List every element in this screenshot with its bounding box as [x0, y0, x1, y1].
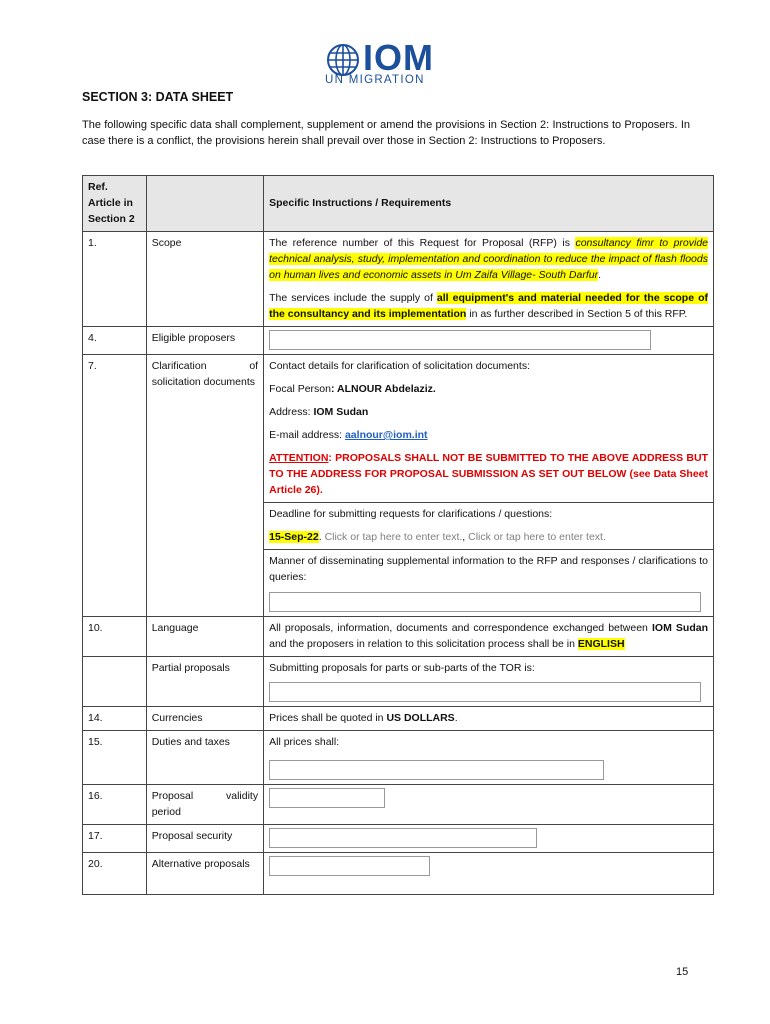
attention-text: : PROPOSALS SHALL NOT BE SUBMITTED TO THE ABOVE ADDRESS BUT TO THE ADDRESS FOR PROPOSAL SUBMISSION AS SET OUT BELOW (see Data Sheet Article 26).: [269, 452, 708, 496]
email-link[interactable]: aalnour@iom.int: [344, 429, 428, 441]
services-text-end: in as further described in Section 5 of this RFP.: [466, 308, 688, 320]
row-label: Scope: [146, 232, 263, 327]
text-placeholder[interactable]: Click or tap here to enter text.: [468, 531, 606, 543]
section-title: SECTION 3: DATA SHEET: [82, 90, 234, 104]
deadline-label: Deadline for submitting requests for clarifications / questions:: [269, 508, 553, 520]
table-row: [83, 825, 714, 853]
globe-icon: [327, 44, 359, 76]
row-ref: 10.: [83, 617, 147, 657]
security-field-cell: [264, 825, 714, 853]
language-text: All proposals, information, documents and correspondence exchanged between: [269, 622, 652, 634]
label-part: solicitation documents: [151, 376, 256, 388]
security-field[interactable]: [269, 828, 537, 848]
currency-value: US DOLLARS: [386, 712, 455, 724]
scope-period: .: [598, 269, 601, 281]
deadline-comma: ,: [462, 531, 469, 543]
deadline-sep: .: [318, 531, 325, 543]
focal-person: ALNOUR Abdelaziz.: [337, 383, 436, 395]
focal-label: Focal Person: [269, 383, 331, 395]
focal-sep: :: [330, 383, 338, 395]
scope-text: The reference number of this Request for Proposal (RFP) is: [269, 237, 576, 249]
intro-paragraph: The following specific data shall complement, supplement or amend the provisions in Section 2: Instructions to Proposers. In case there is a conflict, the provisions herein shall prevail over those in Section 2: Instructions to Proposers.: [82, 119, 690, 147]
validity-field[interactable]: [269, 788, 385, 808]
row-ref: 1.: [83, 232, 147, 327]
logo-word: IOM: [363, 37, 434, 78]
attention-label: ATTENTION: [269, 452, 329, 464]
eligible-field-cell: [264, 327, 714, 355]
duties-content: [264, 731, 714, 785]
contact-content: [264, 355, 714, 503]
header-empty: [146, 176, 263, 232]
label-part: of: [249, 360, 259, 372]
row-ref-empty: [83, 657, 147, 707]
manner-content: [264, 550, 714, 617]
page-number: 15: [676, 966, 689, 978]
duties-text: All prices shall:: [269, 736, 340, 748]
row-ref: 4.: [83, 327, 147, 355]
manner-text: Manner of disseminating supplemental information to the RFP and responses / clarifications to queries:: [269, 555, 708, 583]
address-value: IOM Sudan: [313, 406, 369, 418]
manner-field[interactable]: [269, 592, 701, 612]
logo-tagline: UN MIGRATION: [325, 74, 425, 86]
row-ref: 15.: [83, 731, 147, 785]
rfp-reference-highlight: consultancy fimr to provide technical analysis, study, implementation and coordination to reduce the impact of flash floods on human lives and economic assets in Um Zaifa Village- South Darfur: [269, 237, 709, 281]
table-row: [83, 731, 714, 785]
services-highlight: all equipment's and material needed for the scope of the consultancy and its implementation: [269, 292, 708, 320]
label-part: Proposal: [151, 790, 194, 802]
row-ref: 14.: [83, 707, 147, 731]
language-content: [264, 617, 714, 657]
scope-content: [264, 232, 714, 327]
label-part: period: [151, 806, 181, 818]
language-value: ENGLISH: [577, 638, 625, 650]
partial-text: Submitting proposals for parts or sub-parts of the TOR is:: [269, 662, 535, 674]
row-label: Language: [146, 617, 263, 657]
row-label: Partial proposals: [146, 657, 263, 707]
services-text: The services include the supply of: [269, 292, 437, 304]
row-label: Currencies: [146, 707, 263, 731]
language-org: IOM Sudan: [651, 622, 708, 634]
attention-notice: [269, 450, 708, 498]
header-ref: Ref. Article in Section 2: [83, 176, 147, 232]
table-header-row: [83, 176, 714, 232]
iom-logo: [323, 37, 448, 88]
email-label: E-mail address:: [269, 429, 345, 441]
row-label: Alternative proposals: [146, 853, 263, 895]
row-label: Duties and taxes: [146, 731, 263, 785]
text-placeholder[interactable]: Click or tap here to enter text.: [324, 531, 463, 543]
label-part: Clarification: [151, 360, 207, 372]
header-requirements: Specific Instructions / Requirements: [264, 176, 714, 232]
row-label: Eligible proposers: [146, 327, 263, 355]
table-row: [83, 617, 714, 657]
row-ref: 20.: [83, 853, 147, 895]
table-row: [83, 853, 714, 895]
validity-field-cell: [264, 785, 714, 825]
contact-intro: Contact details for clarification of solicitation documents:: [269, 360, 530, 372]
data-sheet-table: [82, 175, 714, 895]
deadline-date[interactable]: 15-Sep-22: [269, 531, 319, 543]
table-row: [83, 327, 714, 355]
alternative-field-cell: [264, 853, 714, 895]
eligible-proposers-field[interactable]: [269, 330, 651, 350]
alternative-field[interactable]: [269, 856, 430, 876]
currencies-content: [264, 707, 714, 731]
table-row: [83, 657, 714, 707]
row-label: Proposal security: [146, 825, 263, 853]
row-ref: 7.: [83, 355, 147, 617]
partial-proposals-field[interactable]: [269, 682, 701, 702]
currency-period: .: [454, 712, 458, 724]
table-row: [83, 232, 714, 327]
partial-content: [264, 657, 714, 707]
row-ref: 17.: [83, 825, 147, 853]
label-part: validity: [226, 790, 259, 802]
table-row: [83, 355, 714, 503]
language-text: and the proposers in relation to this solicitation process shall be in: [269, 638, 578, 650]
currency-text: Prices shall be quoted in: [269, 712, 387, 724]
deadline-content: [264, 503, 714, 550]
table-row: [83, 785, 714, 825]
table-row: [83, 707, 714, 731]
address-label: Address:: [269, 406, 314, 418]
row-label: [146, 785, 263, 825]
row-label: [146, 355, 263, 617]
row-ref: 16.: [83, 785, 147, 825]
duties-field[interactable]: [269, 760, 604, 780]
